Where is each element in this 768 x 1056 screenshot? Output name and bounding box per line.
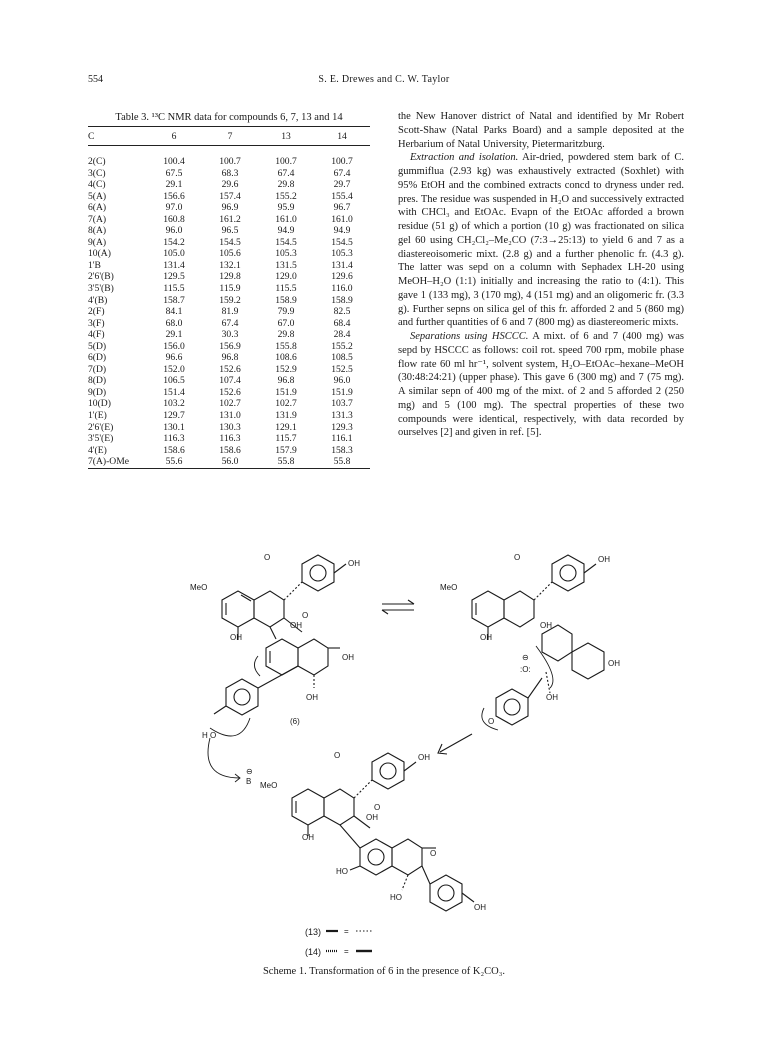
label-o-phenol-6: O — [210, 731, 217, 740]
reaction-scheme — [180, 548, 650, 968]
table-row — [88, 341, 370, 353]
shift-value-cell: 96.5 — [221, 225, 239, 237]
shift-value-cell: 67.0 — [277, 317, 295, 329]
shift-value-cell: 157.9 — [275, 444, 297, 456]
shift-value-cell: 96.9 — [221, 202, 239, 214]
label-ho-d-13: HO — [336, 867, 348, 876]
shift-value-cell: 56.0 — [202, 456, 258, 468]
carbon-label-cell: 7(A) — [88, 213, 107, 225]
running-title: S. E. Drewes and C. W. Taylor — [318, 74, 450, 85]
label-o-13: O — [334, 751, 341, 760]
label-oh-f-6: OH — [306, 693, 318, 702]
table-row — [88, 410, 370, 422]
scheme-caption: Scheme 1. Transformation of 6 in the presence of K₂CO₃. — [262, 966, 506, 977]
table-row — [88, 271, 370, 283]
table-header-row — [88, 127, 370, 146]
label-base: B — [246, 777, 252, 786]
shift-value-cell: 29.7 — [333, 179, 351, 191]
shift-value-cell: 103.7 — [331, 398, 353, 410]
shift-value-cell: 105.3 — [275, 248, 297, 260]
shift-value-cell: 159.2 — [219, 294, 241, 306]
shift-value-cell: 160.8 — [163, 213, 185, 225]
label-ominus-int: ⊖ — [522, 653, 529, 662]
svg-text:=: = — [343, 947, 349, 955]
shift-value-cell: 100.7 — [331, 156, 353, 167]
label-o-ring-13: O — [430, 849, 437, 858]
shift-value-cell: 152.6 — [219, 363, 241, 375]
carbon-label-cell: 6(D) — [88, 352, 107, 364]
shift-value-cell: 151.9 — [275, 386, 297, 398]
shift-value-cell: 96.8 — [221, 352, 239, 364]
legend-label-13: (13) — [305, 927, 322, 937]
table-caption: Table 3. ¹³C NMR data for compounds 6, 7, 13 and 14 — [115, 112, 343, 123]
shift-value-cell: 115.5 — [163, 283, 185, 295]
shift-value-cell: 67.5 — [165, 167, 183, 179]
reaction-arrow — [438, 734, 472, 754]
shift-value-cell: 115.5 — [275, 283, 297, 295]
carbon-label-cell: 1'B — [88, 259, 101, 271]
carbon-label-cell: 5(D) — [88, 340, 107, 352]
shift-value-cell: 131.0 — [219, 410, 241, 422]
shift-value-cell: 100.4 — [163, 156, 185, 167]
shift-value-cell: 151.9 — [331, 386, 353, 398]
table-row — [88, 445, 370, 457]
shift-value-cell: 115.9 — [219, 283, 241, 295]
shift-value-cell: 152.9 — [275, 363, 297, 375]
ring-d — [266, 639, 298, 675]
shift-value-cell: 130.1 — [163, 421, 185, 433]
ring-a — [222, 591, 254, 627]
compound-label-6: (6) — [290, 717, 300, 726]
shift-value-cell: 151.4 — [163, 386, 185, 398]
label-oh-top-6: OH — [348, 559, 360, 568]
shift-value-cell: 116.1 — [331, 433, 353, 445]
table-row — [88, 146, 370, 168]
page-number: 554 — [88, 74, 103, 85]
table-row — [88, 456, 370, 468]
shift-value-cell: 129.6 — [331, 271, 353, 283]
carbon-label-cell: 6(A) — [88, 202, 107, 214]
shift-value-cell: 82.5 — [333, 306, 351, 318]
carbon-label-cell: 3'5'(B) — [88, 283, 114, 295]
table-row — [88, 398, 370, 410]
shift-value-cell: 156.6 — [163, 190, 185, 202]
shift-value-cell: 116.3 — [163, 433, 185, 445]
column-header: 7 — [202, 127, 258, 146]
carbon-label-cell: 10(D) — [88, 398, 111, 410]
shift-value-cell: 158.6 — [163, 444, 185, 456]
carbon-label-cell: 3(C) — [88, 167, 106, 179]
shift-value-cell: 96.0 — [165, 225, 183, 237]
shift-value-cell: 68.4 — [333, 317, 351, 329]
shift-value-cell: 131.4 — [331, 259, 353, 271]
ring-f — [298, 639, 328, 675]
shift-value-cell: 67.4 — [333, 167, 351, 179]
shift-value-cell: 129.1 — [275, 421, 297, 433]
shift-value-cell: 106.5 — [163, 375, 185, 387]
shift-value-cell: 158.3 — [331, 444, 353, 456]
shift-value-cell: 96.7 — [333, 202, 351, 214]
table-row — [88, 318, 370, 330]
table-row — [88, 225, 370, 237]
shift-value-cell: 129.7 — [163, 410, 185, 422]
shift-value-cell: 96.0 — [333, 375, 351, 387]
shift-value-cell: 131.9 — [275, 410, 297, 422]
shift-value-cell: 154.5 — [275, 236, 297, 248]
shift-value-cell: 29.8 — [277, 179, 295, 191]
shift-value-cell: 155.4 — [331, 190, 353, 202]
shift-value-cell: 105.6 — [219, 248, 241, 260]
paragraph-location: the New Hanover district of Natal and identified by Mr Robert Scott-Shaw (Natal Parks Board) and a sample deposited at the Herbarium of Natal University, Pietermaritzburg. — [398, 111, 684, 150]
shift-value-cell: 161.0 — [331, 213, 353, 225]
separations-text: A mixt. of 6 and 7 (400 mg) was sepd by HSCCC as follows: coil rot. speed 700 rpm, mobile phase flow rate 60 ml hr⁻¹, solvent system, H₂O–EtOAc–hexane–MeOH (30:48:24:21) (upper phase). This gave 6 (300 mg) and 7 (75 mg). A similar sepn of 400 mg of the mixt. of 2 and 5 afforded 2 (250 mg) and 5 (100 mg). The spectral properties of these two compounds were identical, respectively, with data recorded by ourselves [2] and given in ref. [5]. — [398, 331, 684, 439]
legend-bond-13 — [324, 927, 384, 935]
paragraph-extraction — [398, 151, 684, 330]
carbon-label-cell: 4(C) — [88, 179, 106, 191]
shift-value-cell: 29.6 — [221, 179, 239, 191]
table-row — [88, 352, 370, 364]
table-row — [88, 248, 370, 260]
label-oh-a-6: OH — [230, 633, 242, 642]
ring-e — [226, 679, 258, 715]
shift-value-cell: 108.5 — [331, 352, 353, 364]
shift-value-cell: 105.3 — [331, 248, 353, 260]
shift-value-cell: 30.3 — [221, 329, 239, 341]
shift-value-cell: 161.0 — [275, 213, 297, 225]
carbon-label-cell: 4(F) — [88, 329, 105, 341]
shift-value-cell: 129.3 — [331, 421, 353, 433]
shift-value-cell: 84.1 — [165, 306, 183, 318]
carbon-label-cell: 5(A) — [88, 190, 107, 202]
shift-value-cell: 116.0 — [331, 283, 353, 295]
table-row — [88, 375, 370, 387]
table-row — [88, 433, 370, 445]
shift-value-cell: 107.4 — [219, 375, 241, 387]
scheme-structures — [180, 548, 650, 968]
table-row — [88, 260, 370, 272]
shift-value-cell: 130.3 — [219, 421, 241, 433]
shift-value-cell: 103.2 — [163, 398, 185, 410]
label-ho-f-13: HO — [390, 893, 402, 902]
section-heading-separations: Separations using HSCCC. — [410, 331, 529, 342]
shift-value-cell: 161.2 — [219, 213, 241, 225]
shift-value-cell: 158.9 — [331, 294, 353, 306]
label-oh-a-13: OH — [302, 833, 314, 842]
nmr-data-table — [88, 126, 370, 469]
label-oh-d-int: OH — [608, 659, 620, 668]
shift-value-cell: 155.2 — [331, 340, 353, 352]
shift-value-cell: 55.6 — [146, 456, 202, 468]
table-row — [88, 295, 370, 307]
carbon-label-cell: 4'(E) — [88, 444, 107, 456]
label-oh-mid-int: OH — [540, 621, 552, 630]
shift-value-cell: 132.1 — [219, 259, 241, 271]
label-oh-f-int: OH — [546, 693, 558, 702]
table-row — [88, 202, 370, 214]
carbon-label-cell: 8(D) — [88, 375, 107, 387]
section-heading-extraction: Extraction and isolation. — [410, 152, 519, 164]
label-oh-mid-13: OH — [366, 813, 378, 822]
table-row — [88, 422, 370, 434]
shift-value-cell: 105.0 — [163, 248, 185, 260]
column-header: 6 — [146, 127, 202, 146]
label-oh-top-13: OH — [418, 753, 430, 762]
table-row — [88, 329, 370, 341]
shift-value-cell: 100.7 — [275, 156, 297, 167]
table-row — [88, 214, 370, 226]
shift-value-cell: 129.8 — [219, 271, 241, 283]
table-row — [88, 168, 370, 180]
shift-value-cell: 29.1 — [165, 329, 183, 341]
shift-value-cell: 95.9 — [277, 202, 295, 214]
label-oh-top-int: OH — [598, 555, 610, 564]
legend-row-14 — [305, 942, 384, 962]
table-row — [88, 387, 370, 399]
label-oh-e-13: OH — [474, 903, 486, 912]
carbon-label-cell: 7(A)-OMe — [88, 456, 146, 468]
label-meo-13: MeO — [260, 781, 278, 790]
shift-value-cell: 55.8 — [258, 456, 314, 468]
label-o-ring-6: O — [264, 553, 271, 562]
shift-value-cell: 96.8 — [277, 375, 295, 387]
carbon-label-cell: 2(F) — [88, 306, 105, 318]
structure-13-14 — [260, 751, 486, 912]
shift-value-cell: 129.5 — [163, 271, 185, 283]
equilibrium-arrows — [382, 600, 414, 614]
shift-value-cell: 154.5 — [219, 236, 241, 248]
shift-value-cell: 55.8 — [314, 456, 370, 468]
table-row — [88, 179, 370, 191]
shift-value-cell: 108.6 — [275, 352, 297, 364]
label-ominus-b: ⊖ — [246, 767, 253, 776]
shift-value-cell: 100.7 — [219, 156, 241, 167]
ring-b — [302, 555, 334, 591]
table-row — [88, 237, 370, 249]
shift-value-cell: 155.8 — [275, 340, 297, 352]
shift-value-cell: 131.4 — [163, 259, 185, 271]
table-row — [88, 306, 370, 318]
carbon-label-cell: 2(C) — [88, 156, 106, 167]
carbon-label-cell: 8(A) — [88, 225, 107, 237]
scheme-legend — [305, 922, 384, 962]
shift-value-cell: 28.4 — [333, 329, 351, 341]
shift-value-cell: 96.6 — [165, 352, 183, 364]
legend-label-14: (14) — [305, 947, 322, 957]
shift-value-cell: 156.9 — [219, 340, 241, 352]
shift-value-cell: 131.5 — [275, 259, 297, 271]
shift-value-cell: 29.8 — [277, 329, 295, 341]
shift-value-cell: 67.4 — [277, 167, 295, 179]
shift-value-cell: 157.4 — [219, 190, 241, 202]
shift-value-cell: 156.0 — [163, 340, 185, 352]
carbon-label-cell: 7(D) — [88, 363, 107, 375]
label-meo-int: MeO — [440, 583, 458, 592]
shift-value-cell: 131.3 — [331, 410, 353, 422]
shift-value-cell: 129.0 — [275, 271, 297, 283]
table-row — [88, 191, 370, 203]
label-o-bridge-6: O — [302, 611, 309, 620]
label-meo-6: MeO — [190, 583, 208, 592]
shift-value-cell: 68.3 — [221, 167, 239, 179]
shift-value-cell: 152.5 — [331, 363, 353, 375]
shift-value-cell: 29.1 — [165, 179, 183, 191]
ring-c — [254, 591, 284, 627]
label-ominus-o-int: :O: — [520, 665, 531, 674]
shift-value-cell: 154.2 — [163, 236, 185, 248]
svg-text:=: = — [343, 927, 349, 935]
shift-value-cell: 115.7 — [275, 433, 297, 445]
column-header: 14 — [314, 127, 370, 146]
carbon-label-cell: 4'(B) — [88, 294, 108, 306]
shift-value-cell: 97.0 — [165, 202, 183, 214]
body-text-column — [398, 110, 684, 440]
label-o-int: O — [514, 553, 521, 562]
label-oh-mid-6: OH — [290, 621, 302, 630]
carbon-label-cell: 9(D) — [88, 386, 107, 398]
shift-value-cell: 116.3 — [219, 433, 241, 445]
label-o-bridge-13: O — [374, 803, 381, 812]
column-header: 13 — [258, 127, 314, 146]
label-h-6: H — [202, 731, 208, 740]
shift-value-cell: 68.0 — [165, 317, 183, 329]
carbon-label-cell: 9(A) — [88, 236, 107, 248]
carbon-label-cell: 2'6'(B) — [88, 271, 114, 283]
table-row — [88, 283, 370, 295]
shift-value-cell: 102.7 — [219, 398, 241, 410]
shift-value-cell: 94.9 — [277, 225, 295, 237]
carbon-label-cell: 1'(E) — [88, 410, 107, 422]
extraction-text: Air-dried, powdered stem bark of C. gummiflua (2.93 kg) was exhaustively extracted (Soxhlet) with 95% EtOH and the combined extracts concd to dryness under red. pres. The residue was suspended in H₂O and successively extracted with CHCl₃ and EtOAc. Evapn of the EtOAc afforded a brown residue (51 g) of which a portion (10 g) was fractionated on silica gel 60 using CH₂Cl₂–Me₂CO (7:3→25:13) to yield 6 and 7 as a diastereoisomeric mixt. (2.8 g) and a further phenolic fr. (4.3 g). The latter was sepd on a column with Sephadex LH-20 using MeOH–H₂O (1:1) initially and increasing the ratio to (4:1). This gave 1 (133 mg), 3 (170 mg), 4 (151 mg) and an oligomeric fr. (3.3 g). Further sepns on silica gel of this fr. afforded 2 and 5 (860 mg) and further quantities of 6 and 7 (800 mg) as diastereomeric mixts. — [398, 152, 684, 329]
shift-value-cell: 155.2 — [275, 190, 297, 202]
shift-value-cell: 102.7 — [275, 398, 297, 410]
shift-value-cell: 94.9 — [333, 225, 351, 237]
label-oh-d-6: OH — [342, 653, 354, 662]
carbon-label-cell: 3'5'(E) — [88, 433, 114, 445]
carbon-label-cell: 2'6'(E) — [88, 421, 114, 433]
structure-intermediate — [440, 553, 620, 730]
carbon-label-cell: 10(A) — [88, 248, 111, 260]
column-header: C — [88, 127, 146, 146]
shift-value-cell: 158.6 — [219, 444, 241, 456]
paragraph-separations — [398, 330, 684, 440]
shift-value-cell: 79.9 — [277, 306, 295, 318]
table-row — [88, 364, 370, 376]
legend-bond-14 — [324, 947, 384, 955]
shift-value-cell: 158.9 — [275, 294, 297, 306]
shift-value-cell: 158.7 — [163, 294, 185, 306]
legend-row-13 — [305, 922, 384, 942]
shift-value-cell: 154.5 — [331, 236, 353, 248]
label-o-phenoxide-int: O — [488, 717, 495, 726]
label-oh-a-int: OH — [480, 633, 492, 642]
shift-value-cell: 81.9 — [221, 306, 239, 318]
carbon-label-cell: 3(F) — [88, 317, 105, 329]
shift-value-cell: 152.0 — [163, 363, 185, 375]
shift-value-cell: 152.6 — [219, 386, 241, 398]
shift-value-cell: 67.4 — [221, 317, 239, 329]
